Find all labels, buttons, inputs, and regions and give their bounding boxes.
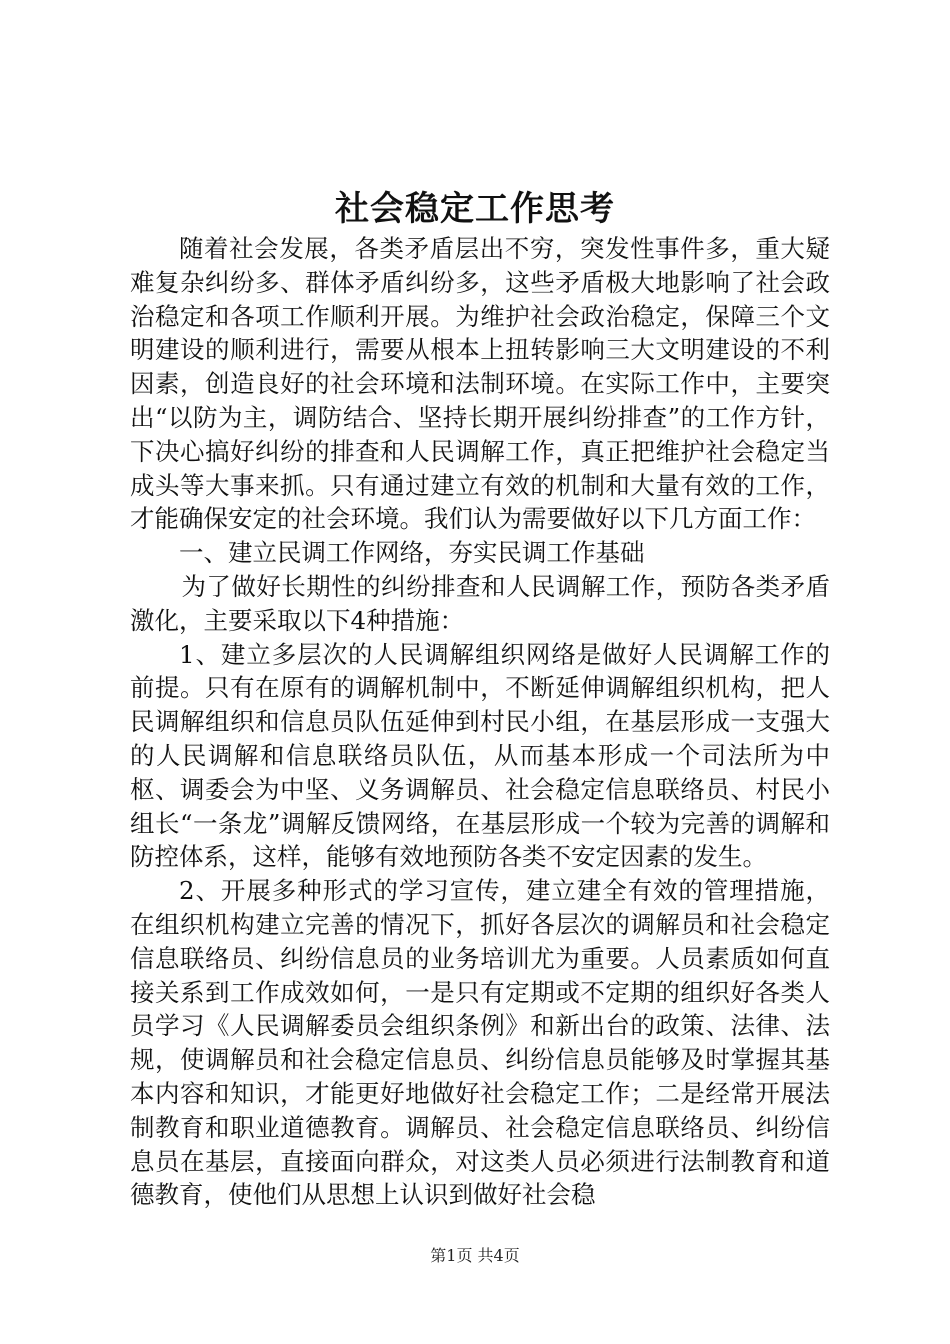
- page-title: 社会稳定工作思考: [335, 189, 615, 229]
- measure-1-paragraph: 1、建立多层次的人民调解组织网络是做好人民调解工作的前提。只有在原有的调解机制中，不断延伸调解组织机构，把人民调解组织和信息员队伍延伸到村民小组，在基层形成一支强大的人民调解和信息联络员队伍，从而基本形成一个司法所为中枢、调委会为中坚、义务调解员、社会稳定信息联络员、村民小组长“一条龙”调解反馈网络，在基层形成一个较为完善的调解和防控体系，这样，能够有效地预防各类不安定因素的发生。: [130, 639, 830, 872]
- page-footer: 第1页 共4页: [430, 1246, 520, 1265]
- section-heading: 一、建立民调工作网络，夯实民调工作基础: [179, 538, 645, 568]
- section-intro-paragraph: 为了做好长期性的纠纷排查和人民调解工作，预防各类矛盾激化，主要采取以下4种措施：: [130, 571, 830, 635]
- intro-paragraph: 随着社会发展，各类矛盾层出不穷，突发性事件多，重大疑难复杂纠纷多、群体矛盾纠纷多，这些矛盾极大地影响了社会政治稳定和各项工作顺利开展。为维护社会政治稳定，保障三个文明建设的顺利进行，需要从根本上扭转影响三大文明建设的不利因素，创造良好的社会环境和法制环境。在实际工作中，主要突出“以防为主，调防结合、坚持长期开展纠纷排查”的工作方针，下决心搞好纠纷的排查和人民调解工作，真正把维护社会稳定当成头等大事来抓。只有通过建立有效的机制和大量有效的工作，才能确保安定的社会环境。我们认为需要做好以下几方面工作：: [130, 234, 830, 534]
- measure-2-paragraph: 2、开展多种形式的学习宣传，建立建全有效的管理措施，在组织机构建立完善的情况下，抓好各层次的调解员和社会稳定信息联络员、纠纷信息员的业务培训尤为重要。人员素质如何直接关系到工作成效如何，一是只有定期或不定期的组织好各类人员学习《人民调解委员会组织条例》和新出台的政策、法律、法规，使调解员和社会稳定信息员、纠纷信息员能够及时掌握其基本内容和知识，才能更好地做好社会稳定工作；二是经常开展法制教育和职业道德教育。调解员、社会稳定信息联络员、纠纷信息员在基层，直接面向群众，对这类人员必须进行法制教育和道德教育，使他们从思想上认识到做好社会稳: [130, 876, 830, 1210]
- document-body: [130, 232, 830, 1212]
